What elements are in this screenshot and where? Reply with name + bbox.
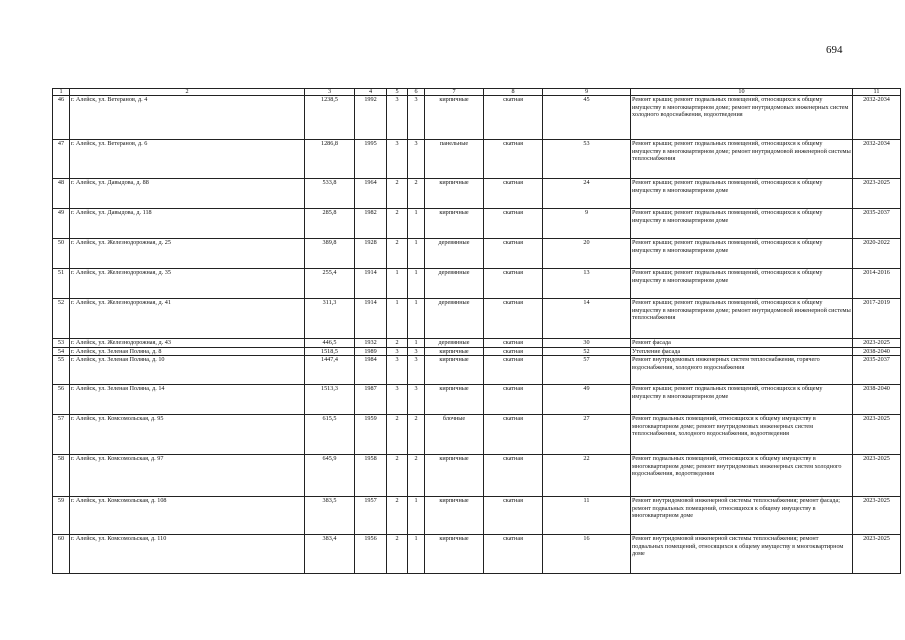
floors-cell: 2 bbox=[387, 339, 408, 348]
works-cell: Утепление фасада bbox=[631, 347, 853, 356]
works-cell: Ремонт крыши; ремонт подвальных помещений, относящихся к общему имуществу в многоквартирном доме bbox=[631, 385, 853, 415]
period-cell: 2023-2025 bbox=[853, 455, 901, 497]
housing-registry-table bbox=[52, 88, 901, 574]
works-cell: Ремонт крыши; ремонт подвальных помещений, относящихся к общему имуществу в многоквартирном доме bbox=[631, 239, 853, 269]
roof-type-cell: скатная bbox=[484, 535, 543, 574]
floors-cell: 1 bbox=[387, 269, 408, 299]
area-cell: 1286,8 bbox=[305, 140, 355, 179]
address-cell: г. Алейск, ул. Зеленая Поляна, д. 14 bbox=[70, 385, 305, 415]
wall-material-cell: кирпичные bbox=[425, 96, 484, 140]
count-cell: 9 bbox=[543, 209, 631, 239]
works-cell: Ремонт крыши; ремонт подвальных помещений, относящихся к общему имуществу в многоквартирном доме bbox=[631, 179, 853, 209]
year-cell: 1995 bbox=[355, 140, 387, 179]
year-cell: 1959 bbox=[355, 415, 387, 455]
wall-material-cell: кирпичные bbox=[425, 385, 484, 415]
count-cell: 16 bbox=[543, 535, 631, 574]
address-cell: г. Алейск, ул. Зеленая Поляна, д. 8 bbox=[70, 347, 305, 356]
year-cell: 1958 bbox=[355, 455, 387, 497]
floors-cell: 1 bbox=[387, 299, 408, 339]
period-cell: 2032-2034 bbox=[853, 140, 901, 179]
period-cell: 2023-2025 bbox=[853, 415, 901, 455]
table-row bbox=[53, 239, 901, 269]
table-row bbox=[53, 179, 901, 209]
floors-cell: 3 bbox=[387, 356, 408, 385]
period-cell: 2038-2040 bbox=[853, 347, 901, 356]
table-body bbox=[53, 96, 901, 574]
column-header: 5 bbox=[387, 89, 408, 96]
floors-cell: 2 bbox=[387, 179, 408, 209]
year-cell: 1928 bbox=[355, 239, 387, 269]
year-cell: 1992 bbox=[355, 96, 387, 140]
works-cell: Ремонт внутридомовой инженерной системы теплоснабжения; ремонт подвальных помещений, относящихся к общему имуществу в многоквартирном доме bbox=[631, 535, 853, 574]
floors-cell: 2 bbox=[387, 535, 408, 574]
table-row bbox=[53, 140, 901, 179]
roof-type-cell: скатная bbox=[484, 455, 543, 497]
wall-material-cell: панельные bbox=[425, 140, 484, 179]
entrances-cell: 2 bbox=[408, 415, 425, 455]
address-cell: г. Алейск, ул. Давыдова, д. 118 bbox=[70, 209, 305, 239]
table-row bbox=[53, 385, 901, 415]
column-header: 2 bbox=[70, 89, 305, 96]
row-number: 59 bbox=[53, 497, 70, 535]
wall-material-cell: деревянные bbox=[425, 269, 484, 299]
column-header: 11 bbox=[853, 89, 901, 96]
floors-cell: 2 bbox=[387, 239, 408, 269]
count-cell: 53 bbox=[543, 140, 631, 179]
period-cell: 2023-2025 bbox=[853, 339, 901, 348]
row-number: 58 bbox=[53, 455, 70, 497]
works-cell: Ремонт внутридомовой инженерной системы теплоснабжения; ремонт фасада; ремонт подвальных помещений, относящихся к общему имуществу в многоквартирном доме bbox=[631, 497, 853, 535]
area-cell: 285,8 bbox=[305, 209, 355, 239]
period-cell: 2020-2022 bbox=[853, 239, 901, 269]
floors-cell: 3 bbox=[387, 347, 408, 356]
column-header: 3 bbox=[305, 89, 355, 96]
entrances-cell: 3 bbox=[408, 140, 425, 179]
year-cell: 1964 bbox=[355, 179, 387, 209]
wall-material-cell: деревянные bbox=[425, 239, 484, 269]
address-cell: г. Алейск, ул. Комсомольская, д. 97 bbox=[70, 455, 305, 497]
row-number: 57 bbox=[53, 415, 70, 455]
period-cell: 2032-2034 bbox=[853, 96, 901, 140]
row-number: 46 bbox=[53, 96, 70, 140]
roof-type-cell: скатная bbox=[484, 347, 543, 356]
wall-material-cell: кирпичные bbox=[425, 347, 484, 356]
count-cell: 24 bbox=[543, 179, 631, 209]
year-cell: 1932 bbox=[355, 339, 387, 348]
area-cell: 1447,4 bbox=[305, 356, 355, 385]
column-header: 10 bbox=[631, 89, 853, 96]
area-cell: 1513,3 bbox=[305, 385, 355, 415]
roof-type-cell: скатная bbox=[484, 269, 543, 299]
count-cell: 11 bbox=[543, 497, 631, 535]
table-row bbox=[53, 96, 901, 140]
floors-cell: 2 bbox=[387, 455, 408, 497]
row-number: 53 bbox=[53, 339, 70, 348]
count-cell: 20 bbox=[543, 239, 631, 269]
entrances-cell: 3 bbox=[408, 385, 425, 415]
row-number: 54 bbox=[53, 347, 70, 356]
works-cell: Ремонт крыши; ремонт подвальных помещений, относящихся к общему имуществу в многоквартирном доме bbox=[631, 209, 853, 239]
roof-type-cell: скатная bbox=[484, 385, 543, 415]
address-cell: г. Алейск, ул. Комсомольская, д. 110 bbox=[70, 535, 305, 574]
roof-type-cell: скатная bbox=[484, 356, 543, 385]
period-cell: 2023-2025 bbox=[853, 535, 901, 574]
row-number: 60 bbox=[53, 535, 70, 574]
area-cell: 615,5 bbox=[305, 415, 355, 455]
works-cell: Ремонт крыши; ремонт подвальных помещений, относящихся к общему имуществу в многоквартирном доме; ремонт внутридомовой инженерной системы теплоснабжения bbox=[631, 140, 853, 179]
entrances-cell: 3 bbox=[408, 356, 425, 385]
year-cell: 1914 bbox=[355, 299, 387, 339]
entrances-cell: 1 bbox=[408, 535, 425, 574]
table-row bbox=[53, 299, 901, 339]
floors-cell: 2 bbox=[387, 415, 408, 455]
entrances-cell: 1 bbox=[408, 209, 425, 239]
column-header: 8 bbox=[484, 89, 543, 96]
wall-material-cell: деревянные bbox=[425, 339, 484, 348]
year-cell: 1957 bbox=[355, 497, 387, 535]
wall-material-cell: деревянные bbox=[425, 299, 484, 339]
works-cell: Ремонт фасада bbox=[631, 339, 853, 348]
row-number: 55 bbox=[53, 356, 70, 385]
address-cell: г. Алейск, ул. Комсомольская, д. 95 bbox=[70, 415, 305, 455]
address-cell: г. Алейск, ул. Железнодорожная, д. 25 bbox=[70, 239, 305, 269]
period-cell: 2017-2019 bbox=[853, 299, 901, 339]
count-cell: 52 bbox=[543, 347, 631, 356]
works-cell: Ремонт крыши; ремонт подвальных помещений, относящихся к общему имуществу в многоквартирном доме; ремонт внутридомовых инженерных систем холодного водоснабжения, водоотведения bbox=[631, 96, 853, 140]
area-cell: 1238,5 bbox=[305, 96, 355, 140]
address-cell: г. Алейск, ул. Железнодорожная, д. 41 bbox=[70, 299, 305, 339]
area-cell: 446,5 bbox=[305, 339, 355, 348]
count-cell: 22 bbox=[543, 455, 631, 497]
roof-type-cell: скатная bbox=[484, 96, 543, 140]
row-number: 56 bbox=[53, 385, 70, 415]
column-header: 1 bbox=[53, 89, 70, 96]
entrances-cell: 1 bbox=[408, 239, 425, 269]
address-cell: г. Алейск, ул. Железнодорожная, д. 43 bbox=[70, 339, 305, 348]
year-cell: 1987 bbox=[355, 385, 387, 415]
row-number: 52 bbox=[53, 299, 70, 339]
count-cell: 30 bbox=[543, 339, 631, 348]
wall-material-cell: кирпичные bbox=[425, 356, 484, 385]
wall-material-cell: кирпичные bbox=[425, 209, 484, 239]
works-cell: Ремонт крыши; ремонт подвальных помещений, относящихся к общему имуществу в многоквартирном доме bbox=[631, 269, 853, 299]
floors-cell: 2 bbox=[387, 209, 408, 239]
roof-type-cell: скатная bbox=[484, 239, 543, 269]
year-cell: 1914 bbox=[355, 269, 387, 299]
area-cell: 533,8 bbox=[305, 179, 355, 209]
entrances-cell: 1 bbox=[408, 269, 425, 299]
works-cell: Ремонт подвальных помещений, относящихся к общему имуществу в многоквартирном доме; ремонт внутридомовых инженерных систем теплоснабжения, холодного водоснабжения, водоотведения bbox=[631, 415, 853, 455]
row-number: 51 bbox=[53, 269, 70, 299]
count-cell: 13 bbox=[543, 269, 631, 299]
page-number: 694 bbox=[826, 44, 843, 56]
period-cell: 2035-2037 bbox=[853, 356, 901, 385]
year-cell: 1984 bbox=[355, 356, 387, 385]
count-cell: 45 bbox=[543, 96, 631, 140]
works-cell: Ремонт подвальных помещений, относящихся к общему имуществу в многоквартирном доме; ремонт внутридомовых инженерных систем холодного водоснабжения, водоотведения bbox=[631, 455, 853, 497]
roof-type-cell: скатная bbox=[484, 415, 543, 455]
table-row bbox=[53, 356, 901, 385]
roof-type-cell: скатная bbox=[484, 339, 543, 348]
address-cell: г. Алейск, ул. Железнодорожная, д. 35 bbox=[70, 269, 305, 299]
area-cell: 389,8 bbox=[305, 239, 355, 269]
wall-material-cell: кирпичные bbox=[425, 497, 484, 535]
floors-cell: 2 bbox=[387, 497, 408, 535]
count-cell: 27 bbox=[543, 415, 631, 455]
area-cell: 255,4 bbox=[305, 269, 355, 299]
table-row bbox=[53, 347, 901, 356]
area-cell: 383,4 bbox=[305, 535, 355, 574]
entrances-cell: 3 bbox=[408, 347, 425, 356]
address-cell: г. Алейск, ул. Давыдова, д. 88 bbox=[70, 179, 305, 209]
roof-type-cell: скатная bbox=[484, 497, 543, 535]
table-row bbox=[53, 455, 901, 497]
period-cell: 2023-2025 bbox=[853, 497, 901, 535]
wall-material-cell: кирпичные bbox=[425, 179, 484, 209]
address-cell: г. Алейск, ул. Ветеранов, д. 6 bbox=[70, 140, 305, 179]
area-cell: 383,5 bbox=[305, 497, 355, 535]
entrances-cell: 2 bbox=[408, 179, 425, 209]
roof-type-cell: скатная bbox=[484, 299, 543, 339]
period-cell: 2014-2016 bbox=[853, 269, 901, 299]
column-number-row bbox=[53, 89, 901, 96]
year-cell: 1989 bbox=[355, 347, 387, 356]
period-cell: 2038-2040 bbox=[853, 385, 901, 415]
table-row bbox=[53, 415, 901, 455]
works-cell: Ремонт внутридомовых инженерных систем теплоснабжения, горячего водоснабжения, холодного водоснабжения bbox=[631, 356, 853, 385]
roof-type-cell: скатная bbox=[484, 140, 543, 179]
wall-material-cell: блочные bbox=[425, 415, 484, 455]
entrances-cell: 1 bbox=[408, 299, 425, 339]
entrances-cell: 3 bbox=[408, 96, 425, 140]
roof-type-cell: скатная bbox=[484, 209, 543, 239]
address-cell: г. Алейск, ул. Комсомольская, д. 108 bbox=[70, 497, 305, 535]
floors-cell: 3 bbox=[387, 96, 408, 140]
column-header: 9 bbox=[543, 89, 631, 96]
works-cell: Ремонт крыши; ремонт подвальных помещений, относящихся к общему имуществу в многоквартирном доме; ремонт внутридомовой инженерной системы теплоснабжения bbox=[631, 299, 853, 339]
area-cell: 311,3 bbox=[305, 299, 355, 339]
year-cell: 1956 bbox=[355, 535, 387, 574]
table-row bbox=[53, 269, 901, 299]
count-cell: 14 bbox=[543, 299, 631, 339]
year-cell: 1982 bbox=[355, 209, 387, 239]
entrances-cell: 1 bbox=[408, 497, 425, 535]
wall-material-cell: кирпичные bbox=[425, 455, 484, 497]
column-header: 6 bbox=[408, 89, 425, 96]
period-cell: 2023-2025 bbox=[853, 179, 901, 209]
entrances-cell: 2 bbox=[408, 455, 425, 497]
wall-material-cell: кирпичные bbox=[425, 535, 484, 574]
area-cell: 1518,5 bbox=[305, 347, 355, 356]
count-cell: 49 bbox=[543, 385, 631, 415]
row-number: 47 bbox=[53, 140, 70, 179]
area-cell: 645,9 bbox=[305, 455, 355, 497]
row-number: 50 bbox=[53, 239, 70, 269]
roof-type-cell: скатная bbox=[484, 179, 543, 209]
table-row bbox=[53, 497, 901, 535]
column-header: 4 bbox=[355, 89, 387, 96]
table-row bbox=[53, 339, 901, 348]
period-cell: 2035-2037 bbox=[853, 209, 901, 239]
row-number: 48 bbox=[53, 179, 70, 209]
entrances-cell: 1 bbox=[408, 339, 425, 348]
column-header: 7 bbox=[425, 89, 484, 96]
floors-cell: 3 bbox=[387, 140, 408, 179]
table-row bbox=[53, 209, 901, 239]
row-number: 49 bbox=[53, 209, 70, 239]
count-cell: 57 bbox=[543, 356, 631, 385]
address-cell: г. Алейск, ул. Ветеранов, д. 4 bbox=[70, 96, 305, 140]
table-row bbox=[53, 535, 901, 574]
floors-cell: 3 bbox=[387, 385, 408, 415]
address-cell: г. Алейск, ул. Зеленая Поляна, д. 10 bbox=[70, 356, 305, 385]
